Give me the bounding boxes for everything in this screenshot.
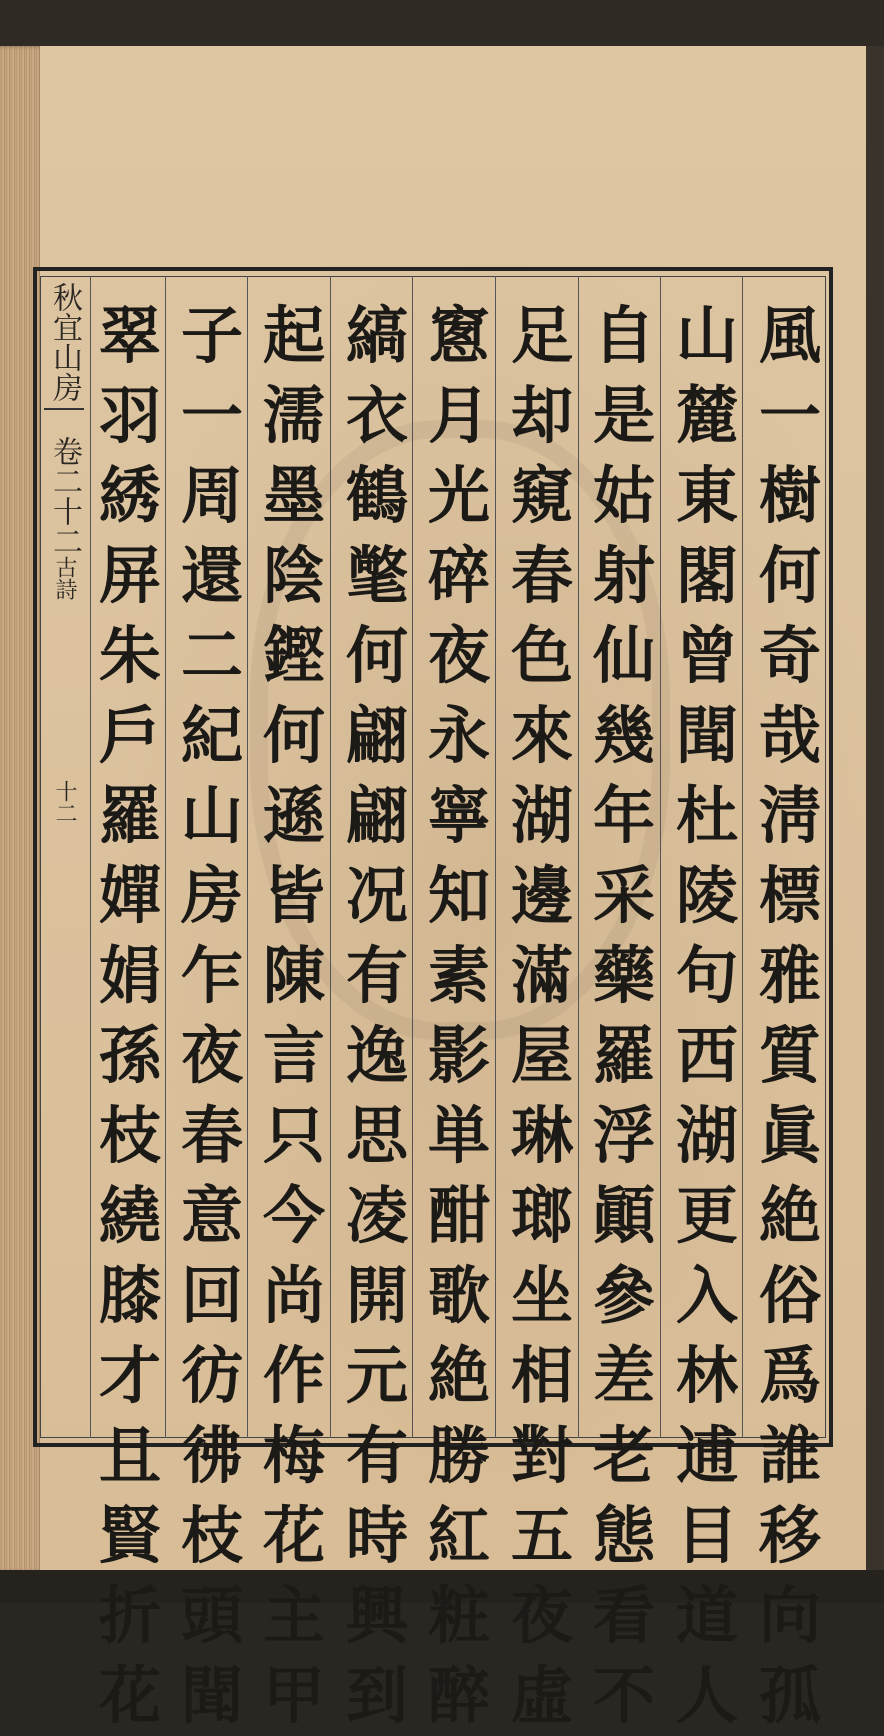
column-char: 琳 bbox=[510, 1099, 573, 1172]
column-char: 孤 bbox=[758, 1659, 821, 1732]
column-char: 彿 bbox=[180, 1419, 243, 1492]
column-char: 樹 bbox=[758, 459, 821, 532]
column-char: 梅 bbox=[262, 1419, 325, 1492]
column-char: 是 bbox=[592, 379, 655, 452]
column-char: 顚 bbox=[592, 1179, 655, 1252]
column-char: 衣 bbox=[345, 379, 408, 452]
column-char: 朱 bbox=[98, 619, 161, 692]
column-char: 遜 bbox=[262, 779, 325, 852]
column-char: 意 bbox=[180, 1179, 243, 1252]
column-char: 逋 bbox=[675, 1419, 738, 1492]
column-char: 陳 bbox=[262, 939, 325, 1012]
column-char: 哉 bbox=[758, 699, 821, 772]
column-char: 老 bbox=[592, 1419, 655, 1492]
column-char: 鶴 bbox=[345, 459, 408, 532]
column-char: 幾 bbox=[592, 699, 655, 772]
column-char: 誰 bbox=[758, 1419, 821, 1492]
column-char: 翩 bbox=[345, 699, 408, 772]
column-char: 皆 bbox=[262, 859, 325, 932]
column-char: 子 bbox=[180, 299, 243, 372]
column-char: 紅 bbox=[427, 1499, 490, 1572]
column-char: 西 bbox=[675, 1019, 738, 1092]
column-char: 酣 bbox=[427, 1179, 490, 1252]
column-char: 移 bbox=[758, 1499, 821, 1572]
column-char: 思 bbox=[345, 1099, 408, 1172]
column-char: 山 bbox=[180, 779, 243, 852]
column-char: 羽 bbox=[98, 379, 161, 452]
column-char: 何 bbox=[262, 699, 325, 772]
column-char: 作 bbox=[262, 1339, 325, 1412]
column-char: 窻 bbox=[427, 299, 490, 372]
column-char: 看 bbox=[592, 1579, 655, 1652]
column-char: 窺 bbox=[510, 459, 573, 532]
column-char: 春 bbox=[180, 1099, 243, 1172]
fish-tail-mark bbox=[44, 408, 84, 410]
column-char: 射 bbox=[592, 539, 655, 612]
column-char: 興 bbox=[345, 1579, 408, 1652]
column-char: 嬋 bbox=[98, 859, 161, 932]
column-char: 翩 bbox=[345, 779, 408, 852]
column-char: 一 bbox=[180, 379, 243, 452]
text-column-8 bbox=[174, 296, 250, 1736]
column-char: 絶 bbox=[758, 1179, 821, 1252]
column-char: 相 bbox=[510, 1339, 573, 1412]
column-char: 麓 bbox=[675, 379, 738, 452]
column-char: 回 bbox=[180, 1259, 243, 1332]
column-char: 永 bbox=[427, 699, 490, 772]
column-char: 何 bbox=[345, 619, 408, 692]
column-char: 句 bbox=[675, 939, 738, 1012]
column-char: 主 bbox=[262, 1579, 325, 1652]
column-char: 道 bbox=[675, 1579, 738, 1652]
column-char: 况 bbox=[345, 859, 408, 932]
column-char: 知 bbox=[427, 859, 490, 932]
text-column-7 bbox=[256, 296, 332, 1736]
column-char: 素 bbox=[427, 939, 490, 1012]
column-char: 羅 bbox=[592, 1019, 655, 1092]
column-char: 浮 bbox=[592, 1099, 655, 1172]
column-char: 鏗 bbox=[262, 619, 325, 692]
column-char: 采 bbox=[592, 859, 655, 932]
column-char: 杜 bbox=[675, 779, 738, 852]
column-char: 對 bbox=[510, 1419, 573, 1492]
column-char: 年 bbox=[592, 779, 655, 852]
column-char: 才 bbox=[98, 1339, 161, 1412]
column-char: 光 bbox=[427, 459, 490, 532]
column-char: 折 bbox=[98, 1579, 161, 1652]
column-char: 湖 bbox=[510, 779, 573, 852]
banxin-center-column bbox=[44, 282, 84, 1432]
column-rule bbox=[90, 276, 91, 1438]
column-char: 雅 bbox=[758, 939, 821, 1012]
column-char: 碎 bbox=[427, 539, 490, 612]
column-char: 何 bbox=[758, 539, 821, 612]
banxin-juan: 卷二十二 bbox=[47, 436, 82, 556]
column-char: 開 bbox=[345, 1259, 408, 1332]
column-char: 有 bbox=[345, 1419, 408, 1492]
column-char: 房 bbox=[180, 859, 243, 932]
column-char: 時 bbox=[345, 1499, 408, 1572]
column-char: 邊 bbox=[510, 859, 573, 932]
column-char: 姑 bbox=[592, 459, 655, 532]
column-char: 戶 bbox=[98, 699, 161, 772]
column-char: 更 bbox=[675, 1179, 738, 1252]
column-char: 屋 bbox=[510, 1019, 573, 1092]
column-char: 単 bbox=[427, 1099, 490, 1172]
column-char: 淸 bbox=[758, 779, 821, 852]
column-char: 不 bbox=[592, 1659, 655, 1732]
column-char: 參 bbox=[592, 1259, 655, 1332]
column-char: 濡 bbox=[262, 379, 325, 452]
column-char: 湖 bbox=[675, 1099, 738, 1172]
column-char: 目 bbox=[675, 1499, 738, 1572]
column-char: 周 bbox=[180, 459, 243, 532]
column-char: 標 bbox=[758, 859, 821, 932]
column-char: 乍 bbox=[180, 939, 243, 1012]
column-char: 花 bbox=[262, 1499, 325, 1572]
column-char: 自 bbox=[592, 299, 655, 372]
column-char: 粧 bbox=[427, 1579, 490, 1652]
column-char: 東 bbox=[675, 459, 738, 532]
column-char: 却 bbox=[510, 379, 573, 452]
column-char: 五 bbox=[510, 1499, 573, 1572]
column-char: 孫 bbox=[98, 1019, 161, 1092]
column-char: 還 bbox=[180, 539, 243, 612]
column-char: 墨 bbox=[262, 459, 325, 532]
column-char: 賢 bbox=[98, 1499, 161, 1572]
column-char: 閣 bbox=[675, 539, 738, 612]
column-char: 尚 bbox=[262, 1259, 325, 1332]
column-char: 來 bbox=[510, 699, 573, 772]
column-char: 頭 bbox=[180, 1579, 243, 1652]
column-char: 奇 bbox=[758, 619, 821, 692]
column-char: 有 bbox=[345, 939, 408, 1012]
column-char: 今 bbox=[262, 1179, 325, 1252]
column-char: 屏 bbox=[98, 539, 161, 612]
column-char: 月 bbox=[427, 379, 490, 452]
column-char: 入 bbox=[675, 1259, 738, 1332]
column-char: 枝 bbox=[98, 1099, 161, 1172]
column-char: 夜 bbox=[180, 1019, 243, 1092]
column-char: 質 bbox=[758, 1019, 821, 1092]
column-char: 元 bbox=[345, 1339, 408, 1412]
text-column-5 bbox=[421, 296, 497, 1736]
column-char: 到 bbox=[345, 1659, 408, 1732]
column-char: 絶 bbox=[427, 1339, 490, 1412]
column-char: 紀 bbox=[180, 699, 243, 772]
column-char: 醉 bbox=[427, 1659, 490, 1732]
column-char: 坐 bbox=[510, 1259, 573, 1332]
column-char: 藥 bbox=[592, 939, 655, 1012]
column-char: 且 bbox=[98, 1419, 161, 1492]
column-char: 聞 bbox=[180, 1659, 243, 1732]
column-char: 春 bbox=[510, 539, 573, 612]
text-column-2 bbox=[669, 296, 745, 1736]
scan-background-top bbox=[0, 0, 884, 50]
column-char: 態 bbox=[592, 1499, 655, 1572]
column-char: 滿 bbox=[510, 939, 573, 1012]
scan-background-right bbox=[866, 46, 884, 1572]
column-char: 一 bbox=[758, 379, 821, 452]
column-char: 只 bbox=[262, 1099, 325, 1172]
column-char: 陰 bbox=[262, 539, 325, 612]
column-char: 差 bbox=[592, 1339, 655, 1412]
text-column-3 bbox=[586, 296, 662, 1736]
column-char: 逸 bbox=[345, 1019, 408, 1092]
banxin-leaf-number: 十二 bbox=[52, 780, 77, 824]
column-char: 俗 bbox=[758, 1259, 821, 1332]
column-char: 枝 bbox=[180, 1499, 243, 1572]
column-char: 瑯 bbox=[510, 1179, 573, 1252]
text-column-1 bbox=[752, 296, 828, 1736]
column-char: 風 bbox=[758, 299, 821, 372]
column-char: 勝 bbox=[427, 1419, 490, 1492]
column-char: 夜 bbox=[427, 619, 490, 692]
column-char: 羅 bbox=[98, 779, 161, 852]
column-char: 歌 bbox=[427, 1259, 490, 1332]
column-char: 甲 bbox=[262, 1659, 325, 1732]
column-char: 陵 bbox=[675, 859, 738, 932]
column-char: 起 bbox=[262, 299, 325, 372]
column-char: 夜 bbox=[510, 1579, 573, 1652]
banxin-book-title: 秋宜山房 bbox=[47, 282, 82, 402]
text-column-6 bbox=[339, 296, 415, 1736]
column-char: 曾 bbox=[675, 619, 738, 692]
column-char: 足 bbox=[510, 299, 573, 372]
column-char: 影 bbox=[427, 1019, 490, 1092]
column-char: 翠 bbox=[98, 299, 161, 372]
column-char: 娟 bbox=[98, 939, 161, 1012]
column-char: 人 bbox=[675, 1659, 738, 1732]
text-column-9 bbox=[92, 296, 168, 1736]
column-char: 膝 bbox=[98, 1259, 161, 1332]
column-char: 色 bbox=[510, 619, 573, 692]
column-char: 二 bbox=[180, 619, 243, 692]
column-char: 氅 bbox=[345, 539, 408, 612]
column-char: 眞 bbox=[758, 1099, 821, 1172]
column-char: 凌 bbox=[345, 1179, 408, 1252]
column-char: 山 bbox=[675, 299, 738, 372]
column-char: 林 bbox=[675, 1339, 738, 1412]
column-char: 爲 bbox=[758, 1339, 821, 1412]
column-char: 綉 bbox=[98, 459, 161, 532]
column-char: 言 bbox=[262, 1019, 325, 1092]
column-char: 花 bbox=[98, 1659, 161, 1732]
column-char: 聞 bbox=[675, 699, 738, 772]
column-char: 虛 bbox=[510, 1659, 573, 1732]
column-char: 縞 bbox=[345, 299, 408, 372]
text-column-4 bbox=[504, 296, 580, 1736]
banxin-section: 古詩 bbox=[52, 556, 77, 600]
column-char: 彷 bbox=[180, 1339, 243, 1412]
column-char: 向 bbox=[758, 1579, 821, 1652]
column-char: 仙 bbox=[592, 619, 655, 692]
column-char: 寧 bbox=[427, 779, 490, 852]
column-char: 繞 bbox=[98, 1179, 161, 1252]
